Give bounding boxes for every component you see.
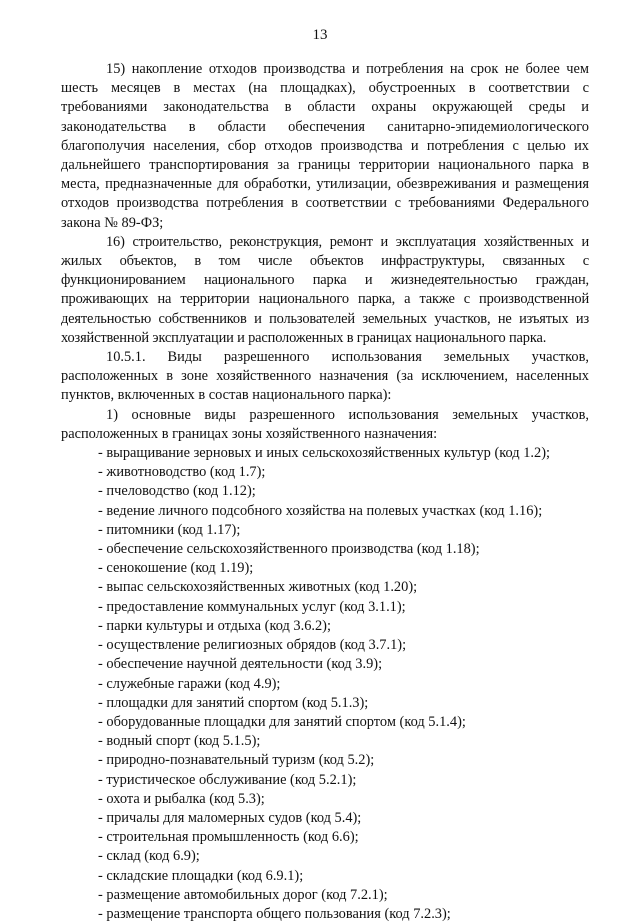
list-item: - предоставление коммунальных услуг (код 3.1.1); — [98, 598, 406, 615]
list-item: - складские площадки (код 6.9.1); — [98, 867, 304, 884]
list-item: - площадки для занятий спортом (код 5.1.3); — [98, 694, 369, 711]
list-item: - животноводство (код 1.7); — [98, 464, 266, 481]
list-item: - обеспечение научной деятельности (код 3.9); — [98, 656, 383, 673]
subsection-1-intro: 1) основные виды разрешенного использования земельных участков, расположенных в границах зоны хозяйственного назначения: — [61, 406, 589, 442]
list-item: - питомники (код 1.17); — [98, 521, 241, 538]
list-item: - служебные гаражи (код 4.9); — [98, 675, 281, 692]
list-item: - пчеловодство (код 1.12); — [98, 483, 256, 500]
list-item: - склад (код 6.9); — [98, 848, 200, 865]
list-item: - размещение автомобильных дорог (код 7.2.1); — [98, 886, 388, 903]
list-item: - оборудованные площадки для занятий спортом (код 5.1.4); — [98, 713, 466, 730]
list-item: - причалы для маломерных судов (код 5.4); — [98, 809, 362, 826]
list-item: - строительная промышленность (код 6.6); — [98, 829, 359, 846]
list-item: - выпас сельскохозяйственных животных (код 1.20); — [98, 579, 418, 596]
paragraph-item-15: 15) накопление отходов производства и потребления на срок не более чем шесть месяцев в местах (на площадках), обустроенных в соответствии с требованиями законодательства в области охраны окружающей среды и законодательства в области обеспечения санитарно-эпидемиологического благополучия населения, сбор отходов производства и потребления с целью их дальнейшего транспортирования за границы территории национального парка в места, предназначенные для обработки, утилизации, обезвреживания и размещения отходов производства потребления в соответствии с требованиями Федерального закона № 89-ФЗ; — [61, 61, 589, 231]
section-heading-10-5-1: 10.5.1. Виды разрешенного использования земельных участков, расположенных в зоне хозяйственного назначения (за исключением, населенных пунктов, включенных в состав национального парка): — [61, 349, 589, 404]
list-item: - водный спорт (код 5.1.5); — [98, 733, 261, 750]
page-number: 13 — [312, 27, 328, 43]
list-item: - ведение личного подсобного хозяйства на полевых участках (код 1.16); — [98, 502, 543, 519]
list-item: - размещение транспорта общего пользования (код 7.2.3); — [98, 905, 451, 922]
permitted-uses-list — [61, 444, 589, 924]
list-item: - сенокошение (код 1.19); — [98, 560, 254, 577]
list-item: - выращивание зерновых и иных сельскохозяйственных культур (код 1.2); — [98, 445, 551, 462]
list-item: - туристическое обслуживание (код 5.2.1); — [98, 771, 357, 788]
document-body — [61, 60, 589, 924]
list-item: - природно-познавательный туризм (код 5.2); — [98, 752, 375, 769]
paragraph-item-16: 16) строительство, реконструкция, ремонт и эксплуатация хозяйственных и жилых объектов, в том числе объектов инфраструктуры, связанных с функционированием национального парка и жизнедеятельностью граждан, проживающих на территории национального парка, а также с производственной деятельностью собственников и пользователей земельных участков, не изъятых из хозяйственной эксплуатации и расположенных в границах национального парка. — [61, 233, 589, 346]
list-item: - парки культуры и отдыха (код 3.6.2); — [98, 617, 331, 634]
list-item: - охота и рыбалка (код 5.3); — [98, 790, 265, 807]
list-item: - осуществление религиозных обрядов (код 3.7.1); — [98, 637, 407, 654]
list-item: - обеспечение сельскохозяйственного производства (код 1.18); — [98, 541, 480, 558]
